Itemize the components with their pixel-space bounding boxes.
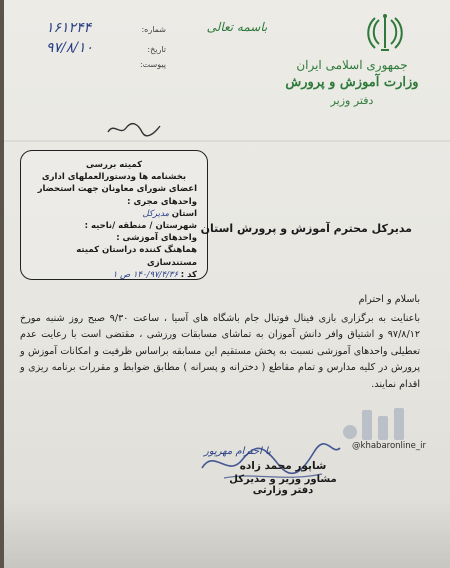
watermark-handle: @khabaronline_ir bbox=[352, 441, 426, 451]
stamp-subtitle: بخشنامه ها ودستورالعملهای اداری bbox=[41, 172, 187, 183]
stamp-coordinator: هماهنگ کننده دراستان کمیته مستندسازی bbox=[76, 245, 197, 268]
date-row bbox=[46, 40, 166, 60]
letter-greeting: باسلام و احترام bbox=[358, 294, 420, 305]
stamp-title: کمیته بررسی bbox=[85, 160, 143, 170]
initial-signature bbox=[104, 118, 164, 140]
review-committee-stamp bbox=[20, 150, 208, 280]
stamp-code-label: کد : bbox=[180, 269, 197, 280]
paper-fold bbox=[4, 140, 450, 142]
stamp-province-label: استان bbox=[171, 208, 197, 219]
stamp-code-row bbox=[31, 269, 197, 281]
stamp-page-value: ص ۱ bbox=[112, 269, 131, 280]
country-name: جمهوری اسلامی ایران bbox=[296, 58, 408, 72]
signer-name: شاپور محمد زاده bbox=[239, 460, 327, 472]
signer-title: مشاور وزیر و مدیرکل دفتر وزارتی bbox=[229, 474, 337, 496]
letter-paper bbox=[4, 0, 450, 568]
bismillah: باسمه تعالی bbox=[206, 20, 268, 34]
stamp-edu-units-label: واحدهای آموزشی : bbox=[116, 233, 197, 244]
iran-emblem-icon bbox=[366, 12, 404, 54]
office-name: دفتر وزیر bbox=[330, 94, 374, 107]
date-value: ۹۷/۸/۱۰ bbox=[46, 40, 94, 56]
attachment-row bbox=[46, 60, 166, 80]
number-value: ۱۶۱۲۴۴ bbox=[46, 20, 92, 36]
stamp-line1: اعضای شورای معاونان جهت استحضار bbox=[37, 184, 197, 195]
number-label: شماره: bbox=[141, 25, 166, 34]
signature-block bbox=[220, 460, 346, 496]
ministry-header bbox=[272, 56, 432, 110]
letter-text: باعنایت به برگزاری بازی فینال فوتبال جام باشگاه های آسیا ، ساعت ۹/۳۰ صبح روز شنبه مورخ ۹۷/۸/۱۲ و اشتیاق وافر دانش آموزان به تماشای مسابقات ورزشی ، مقتضی است با رعایت عدم تعطیلی واحدهای آموزشی نسبت به پخش مستقیم این مسابقه براساس ظرفیت و امکانات آموزش و پرورش در کلیه مدارس و تمام مقاطع ( دخترانه و پسرانه ) مطابق ضوابط و مقررات برنامه ریزی و اقدام نمایند. bbox=[20, 312, 420, 390]
letter-meta bbox=[46, 20, 166, 80]
ministry-name: وزارت آموزش و پرورش bbox=[285, 75, 419, 90]
letter-addressee: مدیرکل محترم آموزش و پرورش استان bbox=[200, 222, 412, 235]
stamp-province-value: مدیرکل bbox=[142, 208, 170, 219]
stamp-district-label: شهرستان / منطقه /ناحیه : bbox=[84, 221, 197, 232]
stamp-province-row bbox=[31, 208, 197, 220]
date-label: تاریخ: bbox=[147, 45, 166, 54]
stamp-units-label: واحدهای مجری : bbox=[127, 196, 197, 207]
handwritten-note: با احترام مهرپور bbox=[204, 446, 271, 457]
number-row bbox=[46, 20, 166, 40]
letter-body bbox=[20, 292, 420, 394]
attachment-label: پیوست: bbox=[139, 60, 166, 69]
stamp-code-value: ۱۴۰/۹۷/۴/۳۶ bbox=[132, 269, 179, 280]
